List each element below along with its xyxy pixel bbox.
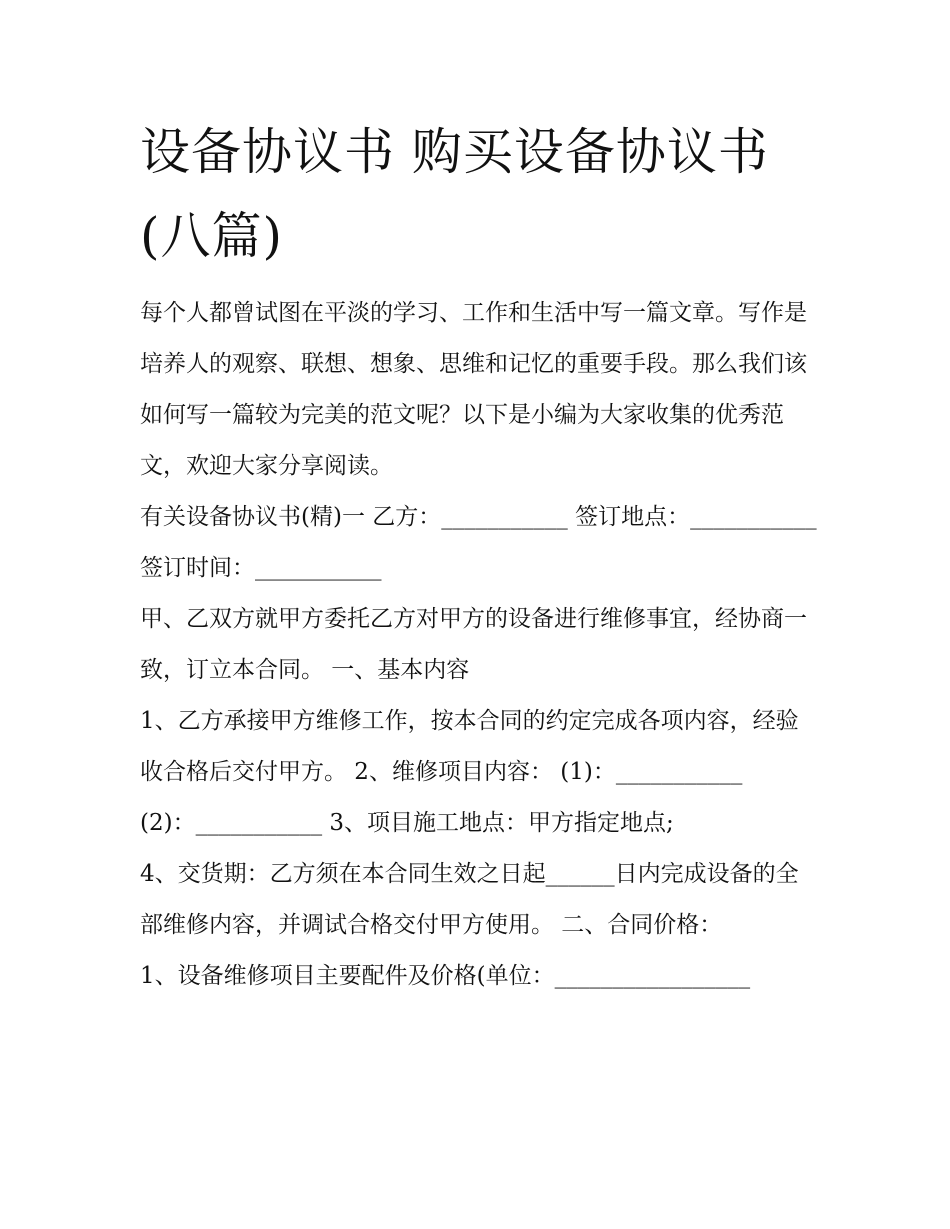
party-info-paragraph: 有关设备协议书(精)一 乙方：___________ 签订地点：___________ 签订时间：___________ [140,504,824,581]
title-line-1: 设备协议书 购买设备协议书 [140,123,769,181]
clause-1-paragraph: 1、乙方承接甲方维修工作，按本合同的约定完成各项内容，经验收合格后交付甲方。 2、维修项目内容： (1)：___________ [140,708,799,785]
delivery-paragraph: 4、交货期：乙方须在本合同生效之日起______日内完成设备的全部维修内容，并调试合格交付甲方使用。 二、合同价格： [140,861,799,938]
clause-item-2-paragraph: (2)：___________ 3、项目施工地点：甲方指定地点; [140,810,674,836]
price-paragraph: 1、设备维修项目主要配件及价格(单位：_________________ [140,963,751,989]
intro-paragraph: 每个人都曾试图在平淡的学习、工作和生活中写一篇文章。写作是培养人的观察、联想、想象、思维和记忆的重要手段。那么我们该如何写一篇较为完美的范文呢？以下是小编为大家收集的优秀范文，欢迎大家分享阅读。 [140,300,807,479]
document-page [140,110,824,1002]
document-title [140,110,820,278]
agreement-paragraph: 甲、乙双方就甲方委托乙方对甲方的设备进行维修事宜，经协商一致，订立本合同。 一、基本内容 [140,606,807,683]
title-line-2: (八篇) [140,207,284,265]
